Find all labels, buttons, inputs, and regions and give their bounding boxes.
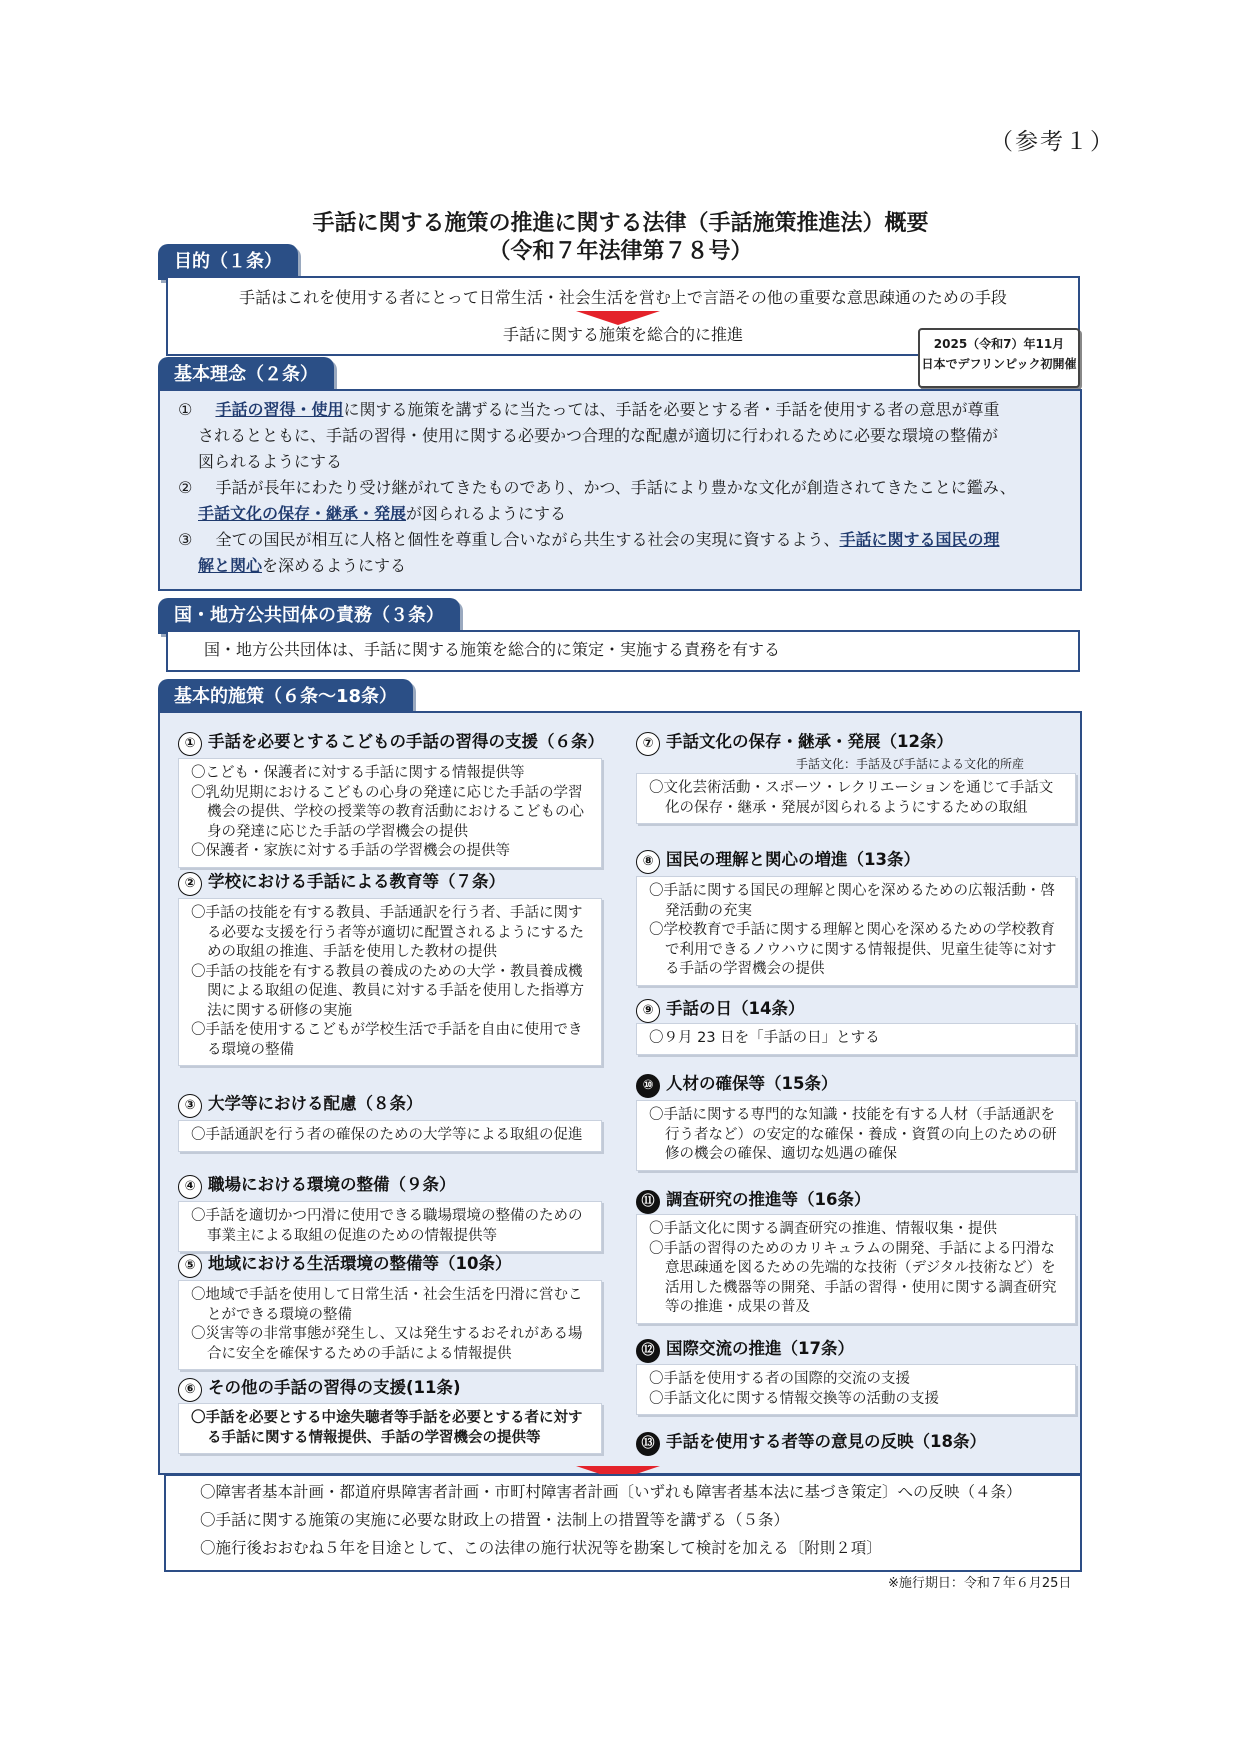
policy-1-item: 〇保護者・家族に対する手話の学習機会の提供等 bbox=[191, 843, 510, 859]
principle-1-line2: されるとともに、手話の習得・使用に関する必要かつ合理的な配慮が適切に行われるために必要な環境の整備が bbox=[198, 426, 999, 445]
policy-8-item: 〇手話に関する国民の理解と関心を深めるための広報活動・啓発活動の充実 bbox=[649, 883, 1055, 919]
principle-2-text: 手話が長年にわたり受け継がれてきたものであり、かつ、手話により豊かな文化が創造されてきたことに鑑み、 bbox=[215, 478, 1016, 497]
policy-13-number: ⑬ bbox=[636, 1432, 660, 1456]
policy-1-number: ① bbox=[178, 732, 202, 756]
policy-7-number: ⑦ bbox=[636, 732, 660, 756]
policy-10-box bbox=[636, 1100, 1076, 1171]
policy-6-title: その他の手話の習得の支援(11条) bbox=[208, 1378, 461, 1397]
principle-2-emphasis: 手話文化の保存・継承・発展 bbox=[198, 504, 407, 523]
policy-9-heading bbox=[636, 995, 804, 1023]
down-arrow-icon bbox=[576, 311, 660, 325]
policy-4-item: 〇手話を適切かつ円滑に使用できる職場環境の整備のための事業主による取組の促進のための情報提供等 bbox=[191, 1208, 583, 1244]
policy-4-number: ④ bbox=[178, 1175, 202, 1199]
policy-6-heading bbox=[178, 1374, 461, 1402]
policy-10-title: 人材の確保等（15条） bbox=[666, 1074, 838, 1093]
principle-3-text: 全ての国民が相互に人格と個性を尊重し合いながら共生する社会の実現に資するよう、 bbox=[215, 530, 840, 549]
purpose-line2: 手話に関する施策を総合的に推進 bbox=[502, 325, 743, 344]
policy-5-title: 地域における生活環境の整備等（10条） bbox=[208, 1254, 512, 1273]
policy-12-item: 〇手話文化に関する情報交換等の活動の支援 bbox=[649, 1390, 939, 1407]
deaflympics-note-line2: 日本でデフリンピック初開催 bbox=[921, 357, 1077, 371]
page-title: 手話に関する施策の推進に関する法律（手話施策推進法）概要 bbox=[312, 211, 929, 236]
policy-9-box bbox=[636, 1023, 1076, 1055]
reference-label: （参考１） bbox=[990, 129, 1115, 155]
principles-panel bbox=[158, 389, 1082, 591]
policy-8-item: 〇学校教育で手話に関する理解と関心を深めるための学校教育で利用できるノウハウに関する情報提供、児童生徒等に対する手話の学習機会の提供 bbox=[649, 922, 1057, 977]
duty-tab: 国・地方公共団体の責務（３条） bbox=[158, 598, 460, 634]
principle-2-number: ② bbox=[178, 478, 193, 497]
policy-7-title: 手話文化の保存・継承・発展（12条） bbox=[666, 732, 953, 751]
principle-3-line2 bbox=[198, 553, 406, 579]
policy-2-item: 〇手話の技能を有する教員の養成のための大学・教員養成機関による取組の促進、教員に対する手話を使用した指導方法に関する研修の実施 bbox=[191, 963, 584, 1019]
policy-13-title: 手話を使用する者等の意見の反映（18条） bbox=[666, 1432, 986, 1451]
principle-1-emphasis: 手話の習得・使用 bbox=[215, 400, 344, 419]
policy-9-number: ⑨ bbox=[636, 999, 660, 1023]
principle-2 bbox=[178, 475, 1068, 501]
policy-2-number: ② bbox=[178, 872, 202, 896]
deaflympics-note bbox=[918, 328, 1080, 388]
policy-4-box bbox=[178, 1201, 602, 1252]
policy-3-heading bbox=[178, 1090, 423, 1118]
duty-box bbox=[166, 630, 1080, 672]
policy-11-item: 〇手話の習得のためのカリキュラムの開発、手話による円滑な意思疎通を図るための先端的な技術（デジタル技術など）を活用した機器等の開発、手話の習得・使用に関する調査研究等の推進・成果の普及 bbox=[649, 1240, 1057, 1315]
principle-2-rest: が図られるようにする bbox=[406, 504, 567, 523]
principle-1-text: に関する施策を講ずるに当たっては、手話を必要とする者・手話を使用する者の意思が尊重 bbox=[343, 400, 1000, 419]
policy-5-heading bbox=[178, 1250, 511, 1278]
policy-12-heading bbox=[636, 1335, 854, 1363]
policy-7-item: 〇文化芸術活動・スポーツ・レクリエーションを通じて手話文化の保存・継承・発展が図られるようにするための取組 bbox=[649, 780, 1054, 816]
policies-tab: 基本的施策（６条～18条） bbox=[158, 679, 413, 715]
policy-11-title: 調査研究の推進等（16条） bbox=[666, 1190, 871, 1209]
principle-3-emphasis-cont: 解と関心 bbox=[198, 556, 263, 575]
policy-10-number: ⑩ bbox=[636, 1074, 660, 1098]
policy-7-heading bbox=[636, 728, 953, 756]
policy-11-number: ⑪ bbox=[636, 1190, 660, 1214]
policy-10-item: 〇手話に関する専門的な知識・技能を有する人材（手話通訳を行う者など）の安定的な確保・養成・資質の向上のための研修の機会の確保、適切な処遇の確保 bbox=[649, 1107, 1057, 1162]
principle-1 bbox=[178, 397, 1063, 423]
bottom-item: 〇施行後おおむね５年を目途として、この法律の施行状況等を勘案して検討を加える〔附則２項〕 bbox=[200, 1539, 882, 1557]
policy-1-title: 手話を必要とするこどもの手話の習得の支援（６条） bbox=[208, 732, 604, 751]
policy-3-title: 大学等における配慮（８条） bbox=[208, 1094, 423, 1113]
effective-date-note: ※施行期日：令和７年６月25日 bbox=[888, 1576, 1072, 1591]
policy-12-number: ⑫ bbox=[636, 1339, 660, 1363]
policy-5-item: 〇地域で手話を使用して日常生活・社会生活を円滑に営むことができる環境の整備 bbox=[191, 1287, 583, 1323]
policy-7-box bbox=[636, 773, 1076, 824]
policy-2-heading bbox=[178, 868, 505, 896]
policy-2-title: 学校における手話による教育等（７条） bbox=[208, 872, 505, 891]
policy-13-heading bbox=[636, 1428, 986, 1456]
policy-4-title: 職場における環境の整備（９条） bbox=[208, 1175, 456, 1194]
principle-1-line3: 図られるようにする bbox=[198, 452, 343, 471]
principle-1-number: ① bbox=[178, 400, 193, 419]
bottom-box bbox=[164, 1474, 1082, 1572]
policy-6-box bbox=[178, 1403, 602, 1454]
policy-8-title: 国民の理解と関心の増進（13条） bbox=[666, 850, 920, 869]
policy-4-heading bbox=[178, 1171, 456, 1199]
policy-6-number: ⑥ bbox=[178, 1378, 202, 1402]
principle-3-emphasis: 手話に関する国民の理 bbox=[839, 530, 1000, 549]
policy-11-heading bbox=[636, 1186, 870, 1214]
policy-3-box bbox=[178, 1120, 602, 1152]
principle-3-rest: を深めるようにする bbox=[262, 556, 407, 575]
policy-11-item: 〇手話文化に関する調査研究の推進、情報収集・提供 bbox=[649, 1221, 997, 1237]
policy-11-box bbox=[636, 1214, 1076, 1324]
policy-10-heading bbox=[636, 1070, 837, 1098]
policy-5-box bbox=[178, 1280, 602, 1370]
policy-12-item: 〇手話を使用する者の国際的交流の支援 bbox=[649, 1371, 910, 1387]
deaflympics-note-line1: 2025（令和7）年11月 bbox=[933, 337, 1065, 351]
page-subtitle: （令和７年法律第７８号） bbox=[488, 239, 753, 264]
policy-1-box bbox=[178, 758, 602, 868]
bottom-item: 〇手話に関する施策の実施に必要な財政上の措置・法制上の措置等を講ずる（５条） bbox=[200, 1511, 790, 1529]
policy-3-number: ③ bbox=[178, 1094, 202, 1118]
principle-2-line2 bbox=[198, 501, 566, 527]
policy-8-heading bbox=[636, 846, 920, 874]
policy-1-heading bbox=[178, 728, 604, 756]
principle-3 bbox=[178, 527, 1073, 553]
policy-2-item: 〇手話の技能を有する教員、手話通訳を行う者、手話に関する必要な支援を行う者等が適切に配置されるようにするための取組の推進、手話を使用した教材の提供 bbox=[191, 905, 584, 960]
policy-12-title: 国際交流の推進（17条） bbox=[666, 1339, 854, 1358]
policy-9-title: 手話の日（14条） bbox=[666, 999, 805, 1018]
policy-2-item: 〇手話を使用するこどもが学校生活で手話を自由に使用できる環境の整備 bbox=[191, 1022, 583, 1058]
principle-3-number: ③ bbox=[178, 530, 193, 549]
policy-6-item: 〇手話を必要とする中途失聴者等手話を必要とする者に対する手話に関する情報提供、手話の学習機会の提供等 bbox=[191, 1410, 583, 1446]
policy-5-item: 〇災害等の非常事態が発生し、又は発生するおそれがある場合に安全を確保するための手話による情報提供 bbox=[191, 1326, 583, 1362]
duty-text: 国・地方公共団体は、手話に関する施策を総合的に策定・実施する責務を有する bbox=[204, 640, 781, 659]
policy-8-number: ⑧ bbox=[636, 850, 660, 874]
policy-3-item: 〇手話通訳を行う者の確保のための大学等による取組の促進 bbox=[191, 1127, 583, 1143]
policy-5-number: ⑤ bbox=[178, 1254, 202, 1278]
policy-9-item: 〇９月 23 日を「手話の日」とする bbox=[649, 1030, 880, 1046]
policy-7-note: 手話文化：手話及び手話による文化的所産 bbox=[796, 757, 1025, 771]
purpose-line1: 手話はこれを使用する者にとって日常生活・社会生活を営む上で言語その他の重要な意思疎通のための手段 bbox=[239, 288, 1007, 307]
policy-1-item: 〇乳幼児期におけるこどもの心身の発達に応じた手話の学習機会の提供、学校の授業等の教育活動におけるこどもの心身の発達に応じた手話の学習機会の提供 bbox=[191, 784, 584, 840]
policy-12-box bbox=[636, 1364, 1076, 1415]
policy-8-box bbox=[636, 876, 1076, 986]
principles-tab: 基本理念（２条） bbox=[158, 357, 334, 393]
bottom-item: 〇障害者基本計画・都道府県障害者計画・市町村障害者計画〔いずれも障害者基本法に基づき策定〕への反映（４条） bbox=[200, 1483, 1022, 1501]
policy-2-box bbox=[178, 898, 602, 1066]
policy-1-item: 〇こども・保護者に対する手話に関する情報提供等 bbox=[191, 765, 525, 781]
purpose-tab: 目的（１条） bbox=[158, 244, 298, 280]
